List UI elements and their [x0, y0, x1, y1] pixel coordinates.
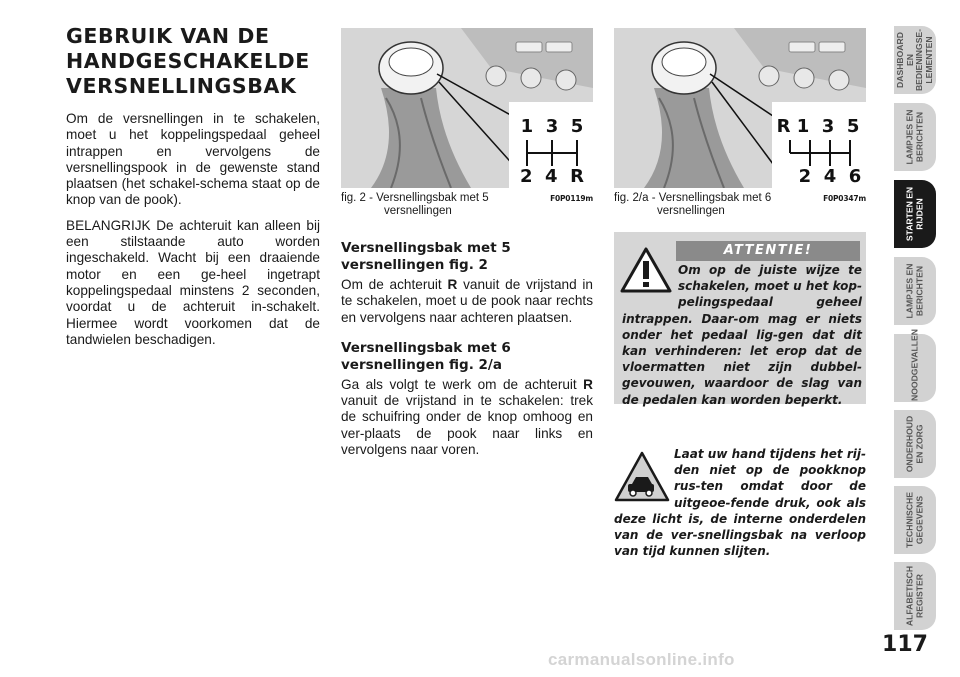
gearbox-column [341, 240, 593, 472]
section-6-speed-title: Versnellingsbak met 6 versnellingen fig. 2/a [341, 339, 511, 373]
fig2-pattern-bottom: 2 4 6 [798, 166, 862, 187]
tab-starting-driving[interactable] [894, 180, 936, 248]
vehicle-hazard-icon [614, 450, 674, 504]
intro-column [66, 24, 320, 357]
section-6-speed-text: Ga als volgt te werk om de achteruit R vanuit de vrijstand in te schakelen: trek de schuifring onder de knop omhoog en ver-plaats de pook naar links en vervolgens naar voren. [341, 376, 593, 458]
figure-5-caption-text: fig. 2 - Versnellingsbak met 5 versnellingen [341, 192, 489, 217]
tab-maintenance-label: ONDERHOUD EN ZORG [904, 415, 924, 473]
figure-5-caption [341, 192, 593, 218]
hand-note [614, 446, 866, 559]
figure-6-speed-shifter [614, 28, 866, 188]
tab-maintenance[interactable] [894, 410, 936, 478]
figure-6-caption-text: fig. 2/a - Versnellingsbak met 6 versnellingen [614, 192, 772, 217]
shifter-illustration-6 [614, 28, 866, 188]
tab-alphabetical-index[interactable] [894, 562, 936, 630]
important-paragraph: BELANGRIJK De achteruit kan alleen bij een stilstaande auto worden ingeschakeld. Wacht bij een draaiende motor en een ge-heel ingetrapt koppelingspedaal minstens 2 seconden, voordat u de achteruit in-schakelt. Hiermee wordt voorkomen dat de tandwielen beschadigen. [66, 217, 320, 347]
warning-text: Om op de juiste wijze te schakelen, moet u het kop-pelingspedaal geheel intrappen. Daar-om mag er niets onder het pedaal lig-gen dat dit kan verhinderen: let erop dat de vloermatten niet zijn dubbel-gevouwen, waardoor de slag van de pedalen kan worden beperkt. [622, 263, 862, 407]
tab-starting-driving-label: STARTEN EN RIJDEN [904, 186, 924, 242]
figure-6-caption [614, 192, 866, 218]
tab-technical-data-label: TECHNISCHE GEGEVENS [904, 492, 924, 548]
tab-dashboard[interactable] [894, 26, 936, 94]
tab-emergencies-label: NOODGEVALLEN [909, 329, 920, 401]
section-5-speed-title: Versnellingsbak met 5 versnellingen fig. 2 [341, 240, 511, 273]
tab-emergencies[interactable] [894, 329, 936, 402]
fig1-pattern-bottom: 2 4 R [520, 166, 584, 187]
watermark: carmanualsonline.info [548, 650, 735, 669]
figure-5-speed-shifter [341, 28, 593, 188]
fig2-pattern-top: R 1 3 5 [776, 116, 860, 137]
figure-6-code: F0P0347m [823, 194, 866, 203]
figure-5-code: F0P0119m [550, 194, 593, 203]
warning-text-block [622, 262, 862, 408]
fig1-pattern-top: 1 3 5 [520, 116, 584, 137]
tab-warning-lights-label: LAMPJES EN BERICHTEN [904, 109, 924, 165]
warning-title: ATTENTIE! [676, 241, 860, 261]
tab-dashboard-label: DASHBOARD EN BEDIENINGSE- LEMENTEN [895, 28, 934, 92]
tab-warning-lights-2[interactable] [894, 257, 936, 325]
page-number: 117 [882, 632, 928, 657]
shifter-illustration-5 [341, 28, 593, 188]
tab-technical-data[interactable] [894, 486, 936, 554]
page-heading: GEBRUIK VAN DE HANDGESCHAKELDE VERSNELLINGSBAK [66, 24, 310, 98]
section-5-speed-text: Om de achteruit R vanuit de vrijstand in te schakelen, moet u de pook naar rechts en vervolgens naar achteren plaatsen. [341, 277, 593, 325]
tab-warning-lights-2-label: LAMPJES EN BERICHTEN [904, 263, 924, 319]
intro-paragraph: Om de versnellingen in te schakelen, moet u het koppelingspedaal geheel intrappen en vervolgens de versnellingspook in de gewenste stand plaatsen (het schakel-schema staat op de knop van de pook). [66, 111, 320, 208]
tab-alphabetical-index-label: ALFABETISCH REGISTER [904, 565, 924, 627]
warning-box [614, 232, 866, 407]
hand-note-text: Laat uw hand tijdens het rij-den niet op de pookknop rus-ten omdat door de uitgeoe-fende druk, ook als deze licht is, de interne onderdelen van de ver-snellingsbak na verloop van tijd kunnen slijten. [614, 447, 866, 559]
tab-warning-lights[interactable] [894, 103, 936, 171]
